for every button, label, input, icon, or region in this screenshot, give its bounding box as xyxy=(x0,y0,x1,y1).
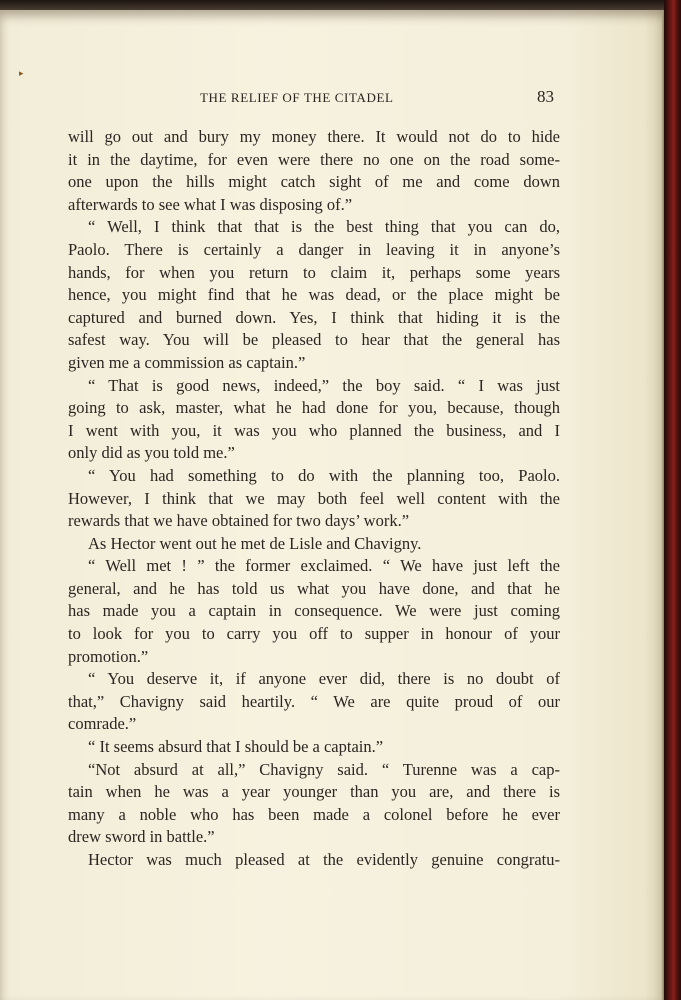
text-line: “ Well met ! ” the former exclaimed. “ We have just left the xyxy=(88,556,560,576)
text-line: “ Well, I think that that is the best thing that you can do, xyxy=(88,217,560,237)
book-binding xyxy=(664,0,681,1000)
margin-mark-icon: ▸ xyxy=(19,68,24,78)
running-head: THE RELIEF OF THE CITADEL xyxy=(200,90,394,105)
page-number: 83 xyxy=(537,87,554,106)
text-line: has made you a captain in consequence. We were just coming xyxy=(68,601,560,621)
text-line: afterwards to see what I was disposing of.” xyxy=(68,194,353,214)
text-line: it in the daytime, for even were there no one on the road some- xyxy=(68,149,560,169)
text-line: “ You deserve it, if anyone ever did, there is no doubt of xyxy=(88,669,560,689)
text-line: Paolo. There is certainly a danger in leaving it in anyone’s xyxy=(68,239,560,259)
text-line: I went with you, it was you who planned the business, and I xyxy=(68,420,560,440)
text-line: hands, for when you return to claim it, perhaps some years xyxy=(68,262,560,282)
text-line: “ It seems absurd that I should be a captain.” xyxy=(88,737,384,757)
text-line: going to ask, master, what he had done for you, because, though xyxy=(68,398,560,418)
text-line: given me a commission as captain.” xyxy=(68,352,306,372)
text-line: rewards that we have obtained for two days’ work.” xyxy=(68,511,410,531)
text-line: only did as you told me.” xyxy=(68,443,235,463)
text-line: As Hector went out he met de Lisle and Chavigny. xyxy=(88,533,422,553)
text-line: Hector was much pleased at the evidently genuine congratu- xyxy=(88,850,560,869)
text-line: tain when he was a year younger than you are, and there is xyxy=(68,782,560,802)
body-text xyxy=(68,126,560,872)
text-line: many a noble who has been made a colonel before he ever xyxy=(68,804,560,824)
text-line: comrade.” xyxy=(68,714,137,734)
text-line: However, I think that we may both feel well content with the xyxy=(68,488,560,508)
text-line: safest way. You will be pleased to hear that the general has xyxy=(68,330,560,350)
text-line: “ That is good news, indeed,” the boy said. “ I was just xyxy=(88,375,560,395)
text-line: captured and burned down. Yes, I think that hiding it is the xyxy=(68,307,560,327)
text-line: will go out and bury my money there. It would not do to hide xyxy=(68,127,560,146)
text-line: to look for you to carry you off to supper in honour of your xyxy=(68,624,560,644)
text-line: “Not absurd at all,” Chavigny said. “ Turenne was a cap- xyxy=(88,759,560,779)
text-line: drew sword in battle.” xyxy=(68,827,215,847)
text-line: “ You had something to do with the planning too, Paolo. xyxy=(88,465,560,485)
text-line: hence, you might find that he was dead, or the place might be xyxy=(68,285,560,305)
text-line: that,” Chavigny said heartily. “ We are quite proud of our xyxy=(68,691,560,711)
text-line: general, and he has told us what you have done, and that he xyxy=(68,578,560,598)
text-line: one upon the hills might catch sight of me and come down xyxy=(68,172,560,192)
text-line: promotion.” xyxy=(68,646,149,666)
